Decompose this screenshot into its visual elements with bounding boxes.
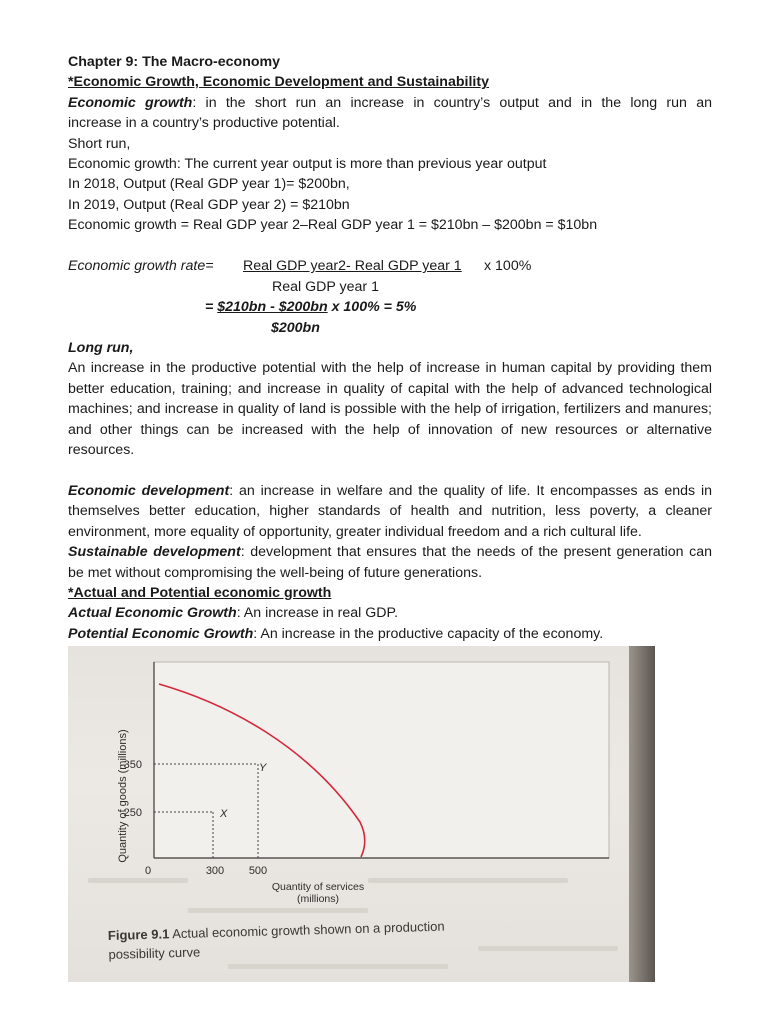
y-tick-350: 350: [123, 759, 142, 771]
term: Economic growth: [68, 94, 193, 111]
section-heading-2: *Actual and Potential economic growth: [68, 584, 332, 601]
eq-numerator: $210bn - $200bn: [217, 299, 328, 316]
x-tick-300: 300: [205, 865, 225, 877]
definition-text: : An increase in the productive capacity of the economy.: [253, 625, 604, 642]
point-x-label: X: [220, 808, 228, 820]
section-heading: *Economic Growth, Economic Development and Sustainability: [68, 74, 489, 91]
long-run-title: Long run,: [68, 340, 134, 357]
long-run-text: An increase in the productive potential with the help of increase in human capital by providing them better education, training; and increase in quality of capital with the help of advanced technological machines; and increase in quality of land is possible with the help of irrigation, fertilizers and manures; and other things can be increased with the help of innovation of new resources or alternative resources.: [68, 360, 712, 459]
economic-development-definition: [68, 481, 712, 542]
output-2019: In 2019, Output (Real GDP year 2) = $210bn: [68, 196, 350, 213]
growth-calculation: Economic growth = Real GDP year 2–Real GDP year 1 = $210bn – $200bn = $10bn: [68, 217, 598, 234]
sustainable-development-definition: [68, 542, 712, 583]
figure-caption: [108, 919, 446, 962]
potential-growth-definition: [68, 624, 712, 644]
x-axis-label: Quantity of services: [271, 881, 365, 893]
y-axis-label: Quantity of goods (millions): [117, 729, 129, 863]
textbook-figure-photo: [68, 646, 655, 982]
ppc-figure: [68, 646, 655, 982]
point-y-label: Y: [259, 762, 267, 774]
economic-growth-definition: [68, 93, 712, 113]
x-tick-500: 500: [248, 865, 268, 877]
formula-result: [205, 297, 416, 317]
caption-number: Figure 9.1: [107, 926, 170, 943]
definition-text: : An increase in real GDP.: [236, 605, 399, 622]
x-axis-label-units: (millions): [297, 893, 339, 905]
actual-growth-definition: [68, 603, 712, 623]
photo-dark-edge: [629, 646, 655, 982]
origin-label: 0: [144, 865, 152, 877]
definition-text: : an increase in welfare and the quality of life. It encompasses as ends in themselves better education, higher standards of health and nutrition, less poverty, a cleaner environment, more equality of opportunity, greater individual freedom and a rich cultural life.: [68, 482, 713, 540]
term: Potential Economic Growth: [68, 625, 254, 642]
formula-label: Economic growth rate=: [68, 258, 214, 275]
caption-line-2: possibility curve: [108, 944, 201, 962]
term: Actual Economic Growth: [68, 605, 237, 622]
definition-text: : development that ensures that the needs of the present generation can be met without compromising the well-being of future generations.: [68, 544, 712, 581]
chapter-title: Chapter 9: The Macro-economy: [68, 54, 281, 70]
document-page: [68, 52, 712, 644]
formula-times: x 100%: [484, 258, 532, 275]
eq-rest: x 100% = 5%: [327, 299, 417, 316]
short-run-label: Short run,: [68, 135, 131, 152]
caption-text: Actual economic growth shown on a production: [169, 918, 445, 942]
formula-denominator: Real GDP year 1: [272, 278, 379, 295]
growth-rate-formula: [68, 256, 712, 338]
plot-area: [154, 662, 609, 858]
eq-prefix: =: [205, 299, 218, 316]
y-tick-250: 250: [123, 807, 142, 819]
definition-continued: increase in a country’s productive potential.: [68, 115, 340, 132]
term: Sustainable development: [68, 544, 241, 561]
definition-text: : in the short run an increase in country’s output and in the long run an: [192, 94, 712, 111]
output-2018: In 2018, Output (Real GDP year 1)= $200bn,: [68, 176, 350, 193]
formula-numerator: Real GDP year2- Real GDP year 1: [243, 258, 462, 275]
caption-line-1: [108, 919, 445, 943]
term: Economic development: [68, 482, 230, 499]
short-run-text: Economic growth: The current year output is more than previous year output: [68, 156, 547, 173]
eq-denominator: $200bn: [271, 319, 320, 336]
